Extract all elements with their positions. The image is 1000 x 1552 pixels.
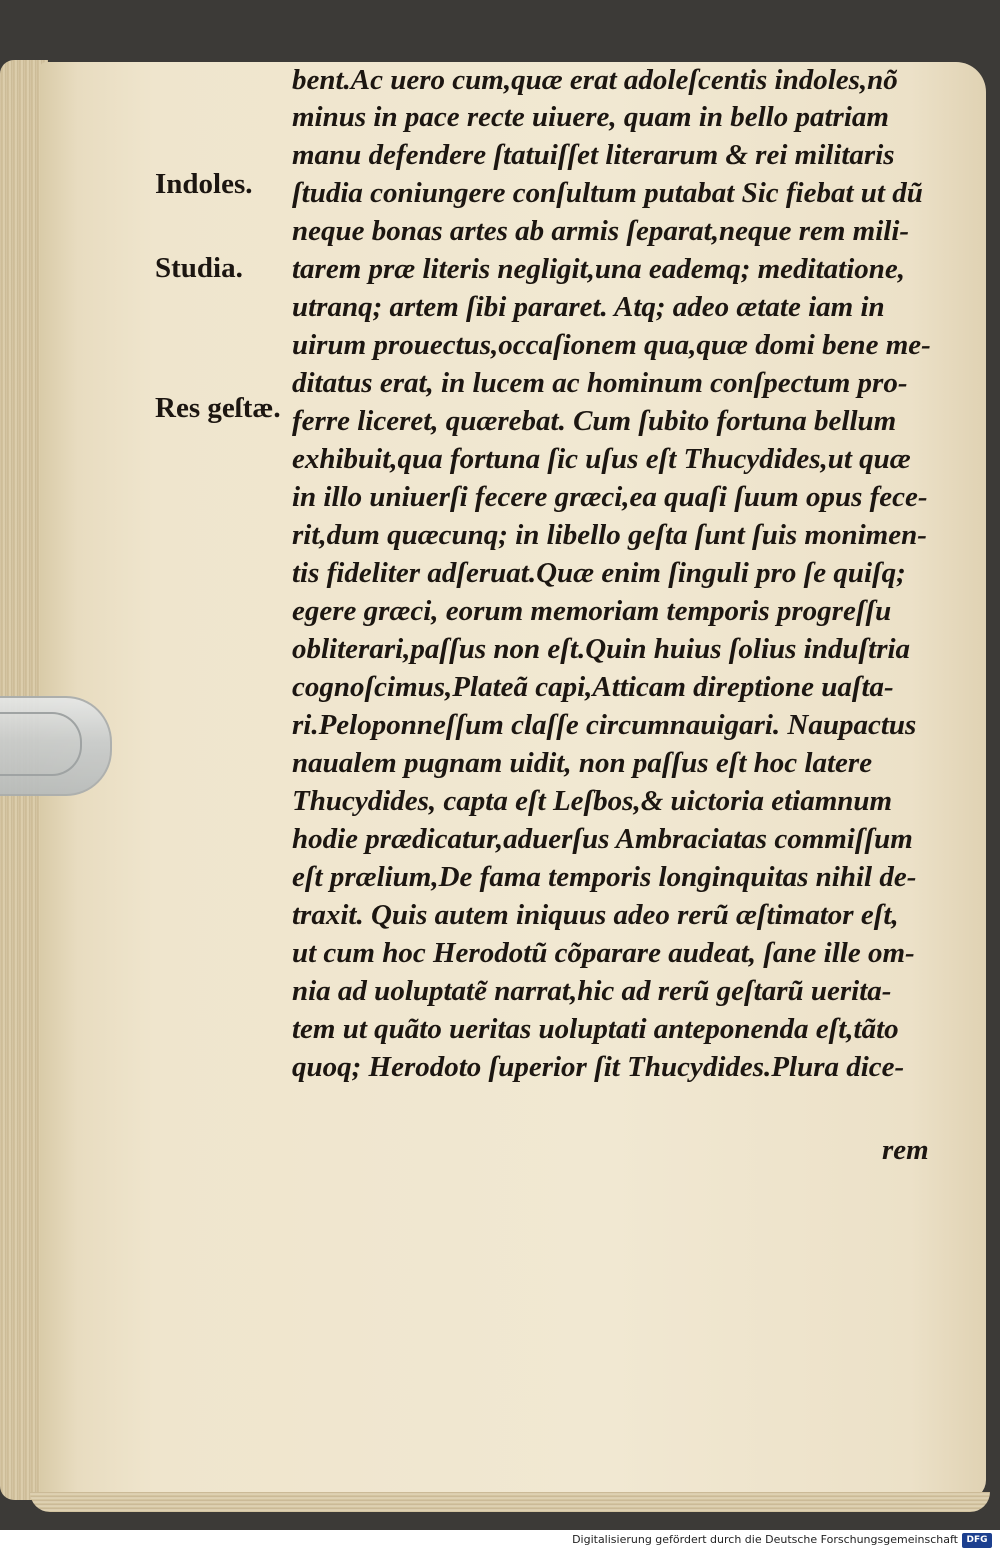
text-line: ut cum hoc Herodotũ cõparare audeat, ſane ille om- xyxy=(292,937,915,969)
footer xyxy=(0,1530,1000,1552)
text-line: Thucydides, capta eſt Leſbos,& uictoria etiamnum xyxy=(292,785,893,817)
text-line: ferre liceret, quærebat. Cum ſubito fortuna bellum xyxy=(292,405,897,437)
text-line: manu defendere ſtatuiſſet literarum & rei militaris xyxy=(292,139,895,171)
text-line: rit,dum quæcunq; in libello geſta ſunt ſuis monimen- xyxy=(292,519,927,551)
text-line: eſt prælium,De fama temporis longinquitas nihil de- xyxy=(292,861,917,893)
funding-credit: Digitalisierung gefördert durch die Deutsche Forschungsgemeinschaft xyxy=(572,1533,958,1546)
catchword: rem xyxy=(882,1134,929,1166)
text-line: utranq; artem ſibi pararet. Atq; adeo ætate iam in xyxy=(292,291,885,323)
text-line: obliterari,paſſus non eſt.Quin huius ſolius induſtria xyxy=(292,633,911,665)
text-line: hodie prædicatur,aduerſus Ambraciatas commiſſum xyxy=(292,823,913,855)
marginal-note-res-gestae: Res geſtæ. xyxy=(155,392,281,424)
text-line: minus in pace recte uiuere, quam in bello patriam xyxy=(292,101,889,133)
dfg-logo: DFG xyxy=(962,1533,992,1548)
text-line: tis fideliter adſeruat.Quæ enim ſinguli pro ſe quiſq; xyxy=(292,557,906,589)
page-clip-inner xyxy=(0,712,82,776)
text-line: in illo uniuerſi fecere græci,ea quaſi ſuum opus fece- xyxy=(292,481,928,513)
text-line: ſtudia coniungere conſultum putabat Sic fiebat ut dũ xyxy=(292,177,923,209)
text-line: traxit. Quis autem iniquus adeo rerũ æſtimator eſt, xyxy=(292,899,899,931)
marginal-note-studia: Studia. xyxy=(155,252,243,284)
text-line: exhibuit,qua fortuna ſic uſus eſt Thucydides,ut quæ xyxy=(292,443,911,475)
marginal-note-indoles: Indoles. xyxy=(155,168,253,200)
text-line: quoq; Herodoto ſuperior ſit Thucydides.Plura dice- xyxy=(292,1051,905,1083)
text-line: ri.Peloponneſſum claſſe circumnauigari. Naupactus xyxy=(292,709,917,741)
text-line: nia ad uoluptatẽ narrat,hic ad rerũ geſtarũ uerita- xyxy=(292,975,892,1007)
text-line: neque bonas artes ab armis ſeparat,neque rem mili- xyxy=(292,215,910,247)
text-line: cognoſcimus,Plateã capi,Atticam direptione uaſta- xyxy=(292,671,894,703)
text-line: ditatus erat, in lucem ac hominum conſpectum pro- xyxy=(292,367,908,399)
text-line: tem ut quãto ueritas uoluptati anteponenda eſt,tãto xyxy=(292,1013,899,1045)
text-line: uirum prouectus,occaſionem qua,quæ domi bene me- xyxy=(292,329,931,361)
text-line: egere græci, eorum memoriam temporis progreſſu xyxy=(292,595,892,627)
text-line: tarem præ literis negligit,una eademq; meditatione, xyxy=(292,253,906,285)
text-line: naualem pugnam uidit, non paſſus eſt hoc latere xyxy=(292,747,873,779)
text-line: bent.Ac uero cum,quæ erat adoleſcentis indoles,nõ xyxy=(292,64,898,96)
book-bottom-edge xyxy=(30,1492,990,1512)
